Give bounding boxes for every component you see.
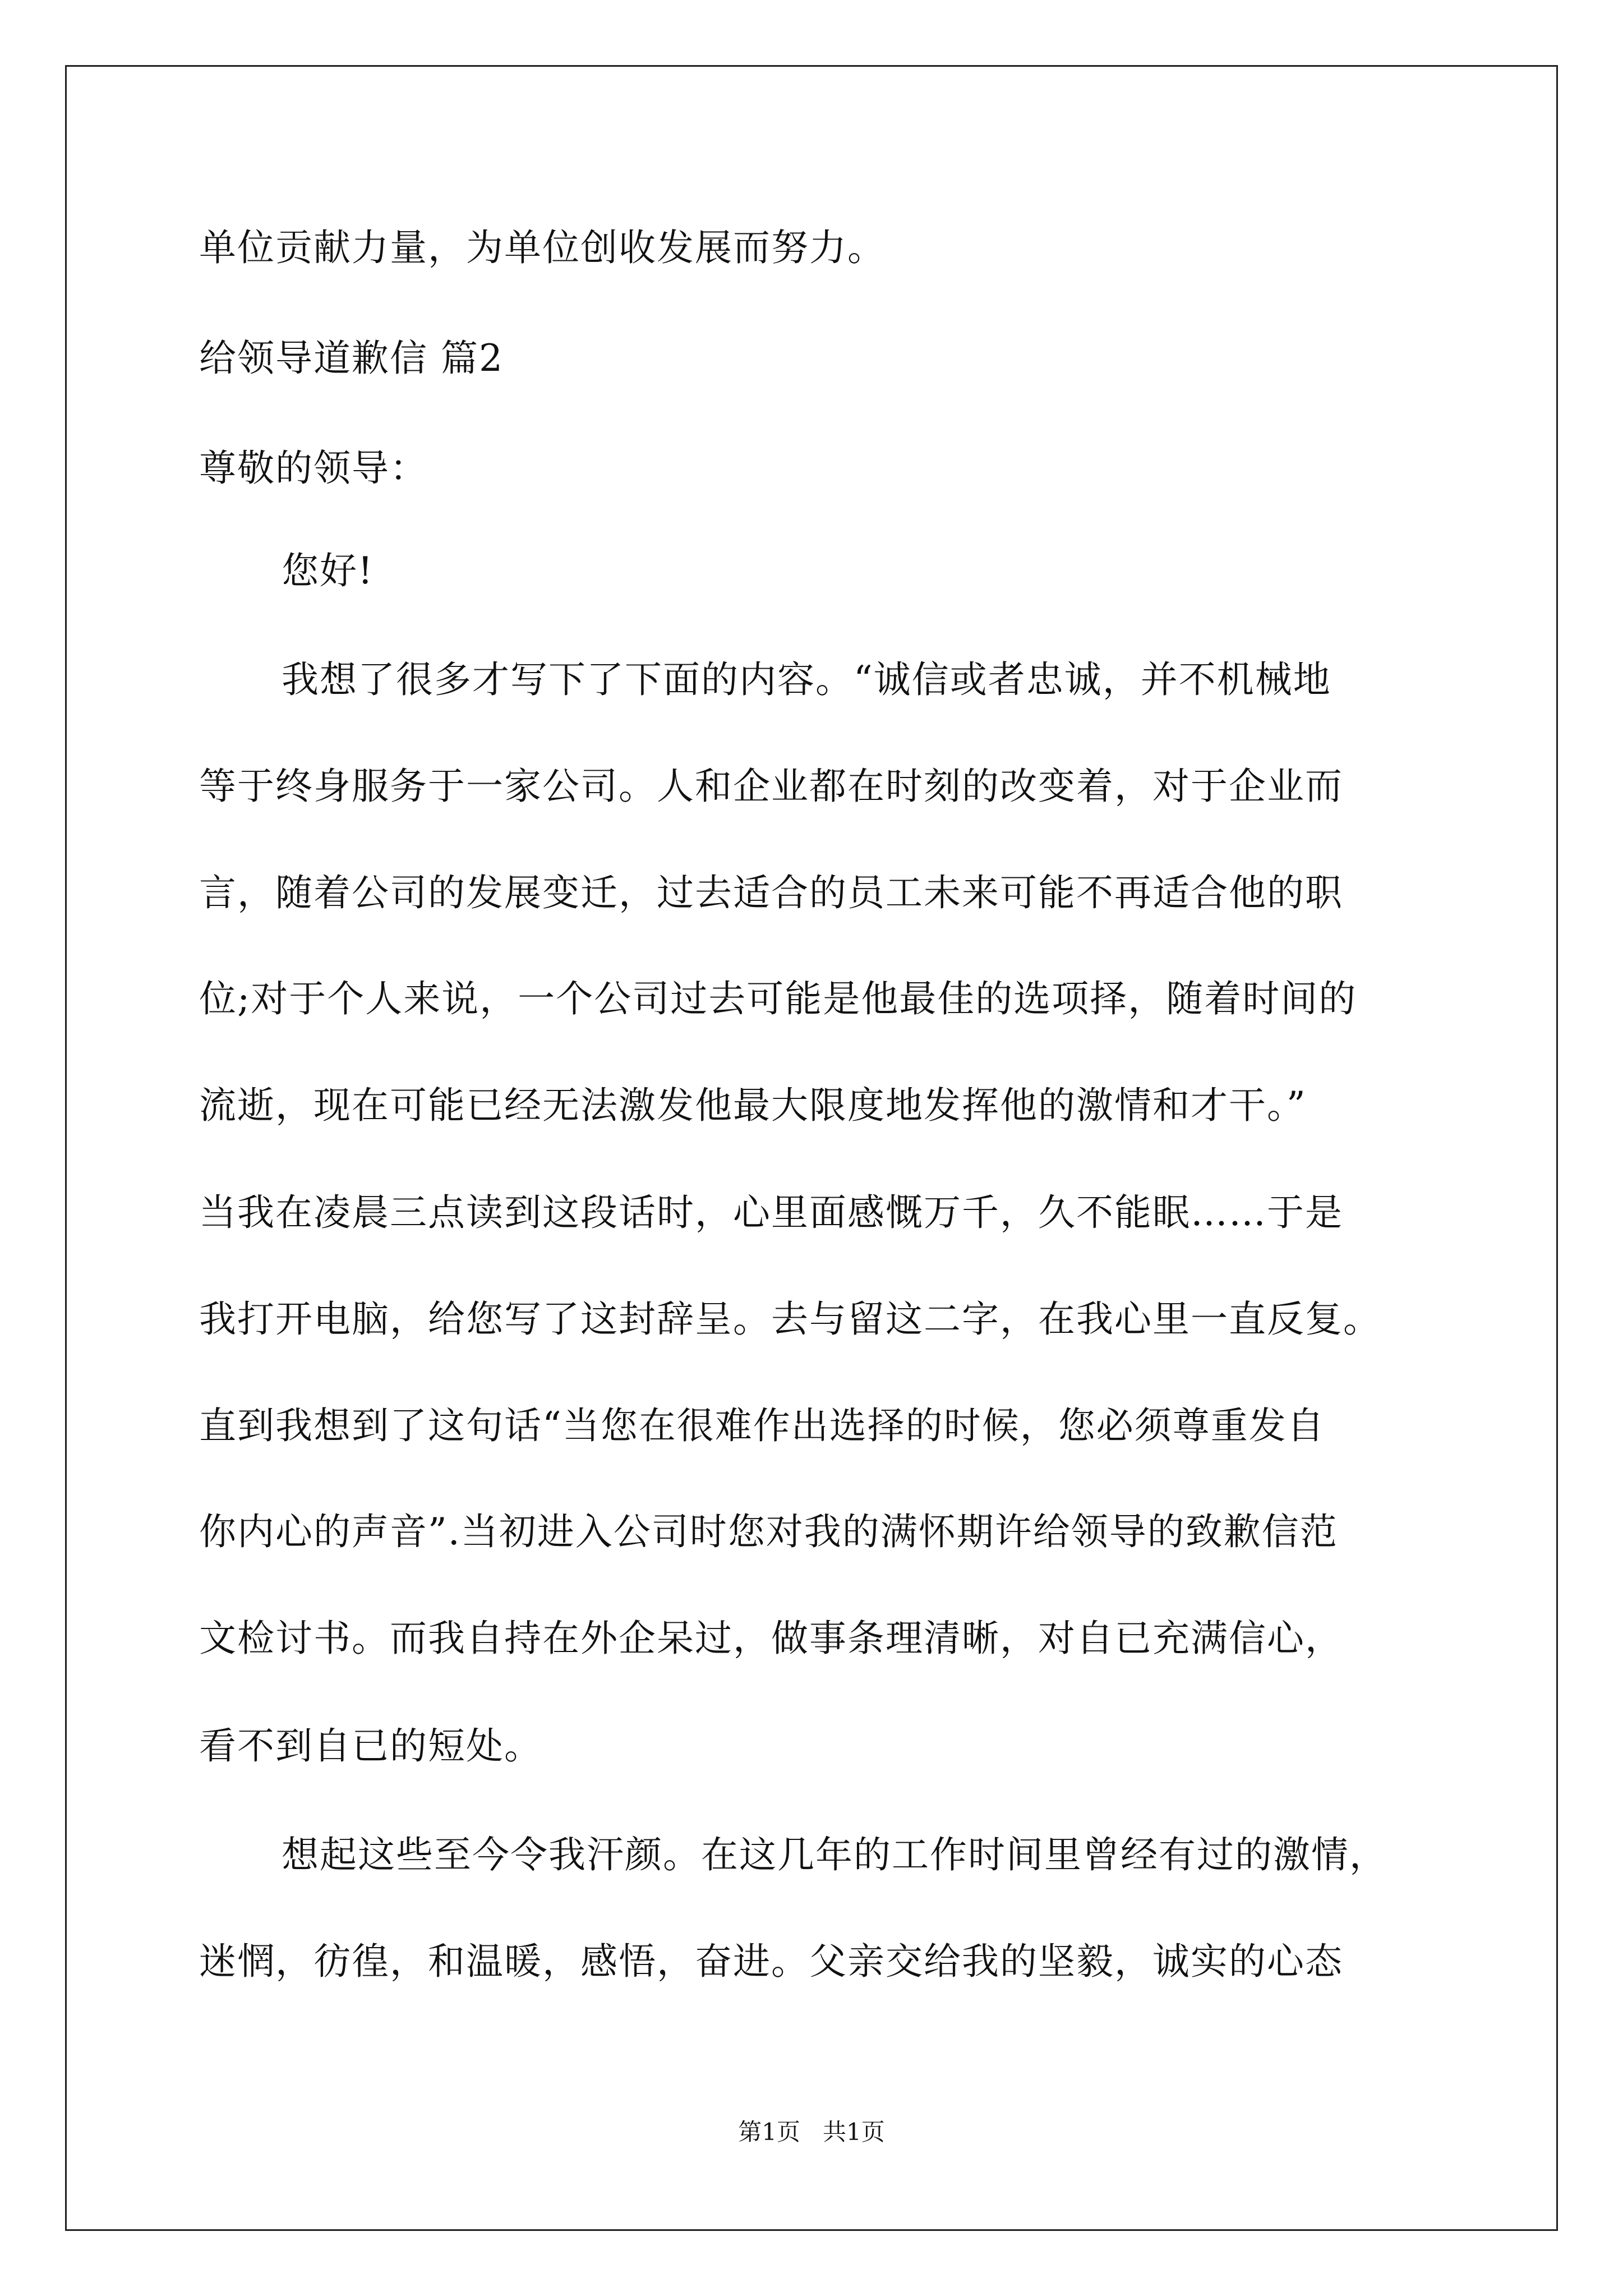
text-line: 言，随着公司的发展变迁，过去适合的员工未来可能不再适合他的职 bbox=[199, 871, 1343, 914]
text-line: 当我在凌晨三点读到这段话时，心里面感慨万千，久不能眠……于是 bbox=[199, 1191, 1343, 1234]
page-footer: 第1页 共1页 bbox=[738, 2118, 885, 2146]
text-line: 我打开电脑，给您写了这封辞呈。去与留这二字，在我心里一直反复。 bbox=[199, 1297, 1381, 1341]
text-line: 流逝，现在可能已经无法激发他最大限度地发挥他的激情和才干。” bbox=[199, 1084, 1307, 1127]
greeting: 您好! bbox=[282, 549, 374, 592]
page-border bbox=[65, 65, 1558, 2231]
salutation: 尊敬的领导： bbox=[199, 447, 428, 490]
text-line: 想起这些至今令我汗颜。在这几年的工作时间里曾经有过的激情， bbox=[282, 1833, 1387, 1876]
text-line: 我想了很多才写下了下面的内容。“诚信或者忠诚，并不机械地 bbox=[282, 658, 1331, 701]
text-line: 单位贡献力量，为单位创收发展而努力。 bbox=[199, 226, 886, 269]
section-heading: 给领导道歉信 篇2 bbox=[199, 337, 504, 380]
text-line: 你内心的声音”.当初进入公司时您对我的满怀期许给领导的致歉信范 bbox=[199, 1510, 1338, 1553]
text-line: 文检讨书。而我自持在外企呆过，做事条理清晰，对自已充满信心， bbox=[199, 1617, 1343, 1660]
text-line: 位;对于个人来说，一个公司过去可能是他最佳的选项择，随着时间的 bbox=[199, 977, 1357, 1020]
text-line: 看不到自已的短处。 bbox=[199, 1724, 542, 1768]
text-line: 等于终身服务于一家公司。人和企业都在时刻的改变着，对于企业而 bbox=[199, 765, 1343, 808]
text-line: 直到我想到了这句话“当您在很难作出选择的时候，您必须尊重发自 bbox=[199, 1404, 1325, 1447]
text-line: 迷惘，彷徨，和温暖，感悟，奋进。父亲交给我的坚毅，诚实的心态 bbox=[199, 1940, 1343, 1983]
